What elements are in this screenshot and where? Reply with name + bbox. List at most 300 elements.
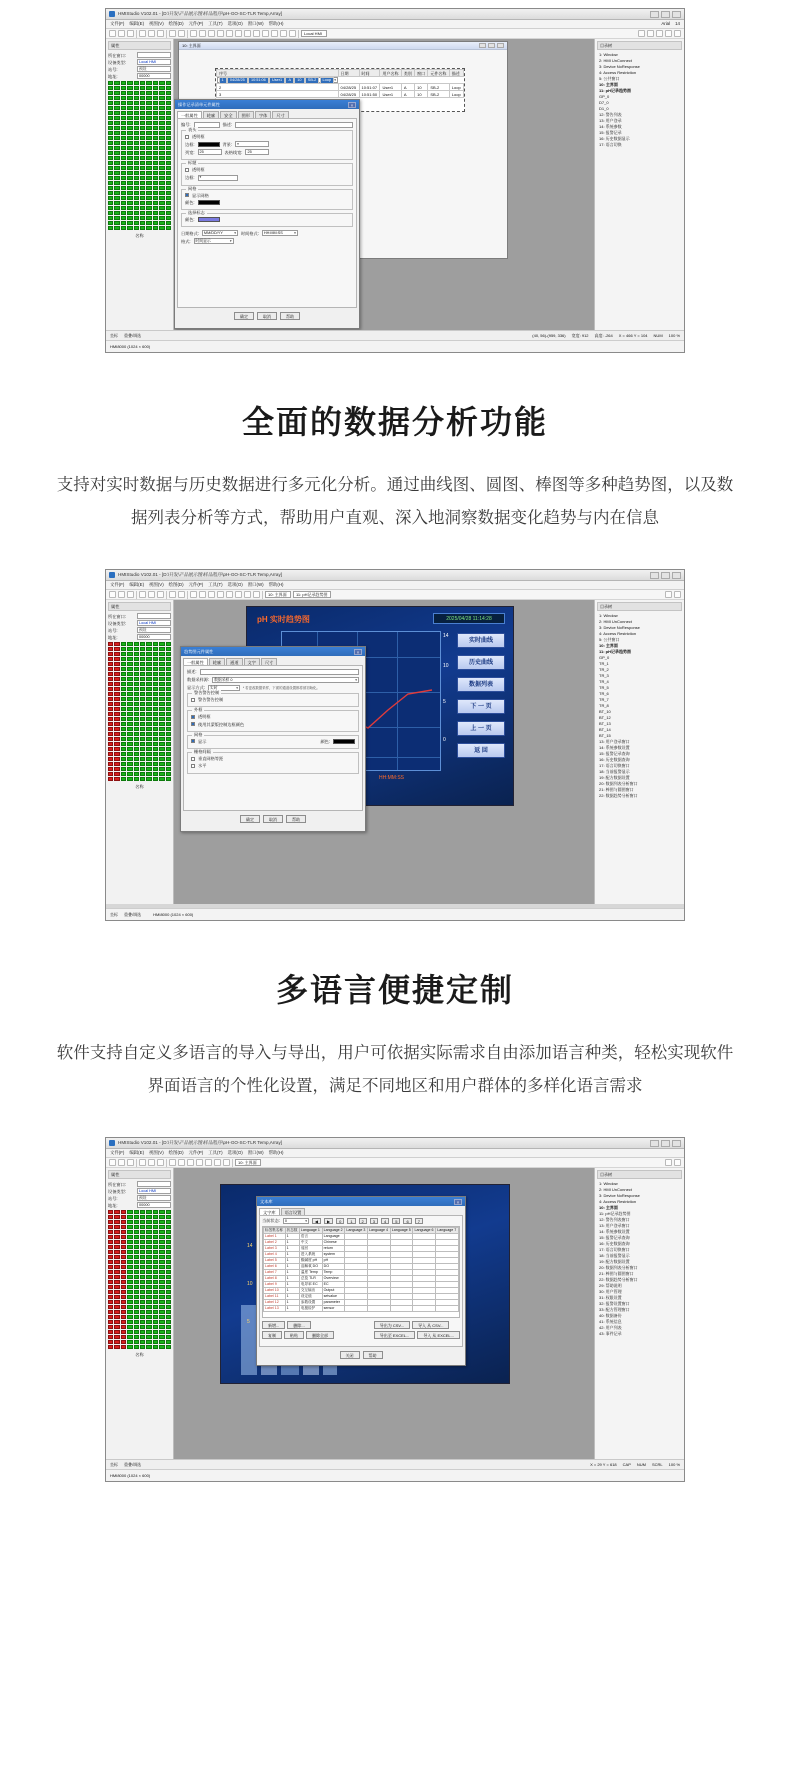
property-value[interactable]: Local HMI xyxy=(137,59,171,65)
operation-log-table[interactable] xyxy=(216,69,464,98)
tree-item[interactable]: 5: 公共窗口 xyxy=(599,637,620,642)
title-border-select[interactable] xyxy=(198,175,238,181)
zoom-in-icon[interactable] xyxy=(665,591,672,598)
time-format-select[interactable]: HH:MM:SS ▾ xyxy=(262,230,298,236)
tree-item[interactable]: BT_10 xyxy=(599,709,611,714)
project-tree-panel[interactable] xyxy=(594,39,684,336)
tree-item[interactable]: GP_0 xyxy=(599,655,610,660)
delete-button[interactable]: 删除... xyxy=(287,1321,310,1329)
tree-item[interactable]: TR_5 xyxy=(599,685,609,690)
tree-item[interactable]: TR_1 xyxy=(599,661,609,666)
state-select[interactable]: 0 ▾ xyxy=(283,1218,309,1224)
dialog-buttons[interactable] xyxy=(175,310,359,323)
table-row[interactable] xyxy=(217,77,339,83)
trend-icon[interactable] xyxy=(214,1159,221,1166)
save-icon[interactable] xyxy=(127,1159,134,1166)
tree-item[interactable]: 5: 公共窗口 xyxy=(599,76,620,81)
redo-icon[interactable] xyxy=(178,30,185,37)
show-grid-checkbox[interactable] xyxy=(185,193,189,197)
window-controls[interactable] xyxy=(650,1140,681,1147)
tab-outline[interactable]: 轮廓 xyxy=(209,658,225,665)
help-button[interactable]: 帮助 xyxy=(363,1351,383,1359)
horizontal-grid-checkbox[interactable] xyxy=(191,764,195,768)
undo-icon[interactable] xyxy=(169,30,176,37)
tree-item[interactable]: TR_4 xyxy=(599,679,609,684)
open-icon[interactable] xyxy=(118,591,125,598)
table-row[interactable] xyxy=(264,1306,459,1312)
address-led-grid[interactable] xyxy=(108,1210,171,1349)
tree-item[interactable]: D1_0 xyxy=(599,106,609,111)
zoom-in-icon[interactable] xyxy=(665,1159,672,1166)
tree-item[interactable]: 10: 主界面 xyxy=(599,82,618,87)
tree-item[interactable]: 11: pH记录趋势图 xyxy=(599,88,632,93)
tab-language-settings[interactable]: 语言设置 xyxy=(281,1208,306,1215)
tree-item[interactable]: 10: 主界面 xyxy=(599,1205,618,1210)
device-combo[interactable]: Local HMI xyxy=(301,30,327,37)
menu-tools[interactable]: 工具(T) xyxy=(208,582,223,588)
copy-icon[interactable] xyxy=(148,30,155,37)
property-value[interactable]: 预设 xyxy=(137,66,171,72)
tree-item[interactable]: 31: 权限设置 xyxy=(599,1295,622,1300)
tree-item[interactable]: 16: 历史数据显示 xyxy=(599,136,630,141)
font-combo[interactable]: Arial xyxy=(661,21,671,27)
bar-icon[interactable] xyxy=(253,591,260,598)
ellipse-icon[interactable] xyxy=(178,1159,185,1166)
project-tree-list[interactable] xyxy=(597,52,682,148)
show-grid-row[interactable] xyxy=(185,193,349,198)
part-properties-dialog[interactable] xyxy=(174,99,360,329)
tree-item[interactable]: 16: 历史数据查询 xyxy=(599,757,630,762)
title-transparent-checkbox[interactable] xyxy=(185,168,189,172)
zoom-in-icon[interactable] xyxy=(665,30,672,37)
tree-item[interactable]: 21: 棒图与圆图窗口 xyxy=(599,787,634,792)
align-center-icon[interactable] xyxy=(647,30,654,37)
trend-icon[interactable] xyxy=(253,30,260,37)
grid-width-input[interactable]: 25 xyxy=(245,149,269,155)
tree-item[interactable]: 3: Device NoResponse xyxy=(599,1193,640,1198)
col-width-input[interactable]: 25 xyxy=(198,149,222,155)
tree-item[interactable]: 4: Access Restriction xyxy=(599,70,637,75)
menu-bar[interactable] xyxy=(106,20,684,29)
text-icon[interactable] xyxy=(217,30,224,37)
hmi-button-data-list[interactable]: 数据列表 xyxy=(457,677,505,692)
tree-item[interactable]: 11: pH记录趋势图 xyxy=(599,649,632,654)
menu-options[interactable]: 选项(O) xyxy=(227,21,243,27)
line-icon[interactable] xyxy=(190,30,197,37)
tree-item[interactable]: 19: 配方数据设置 xyxy=(599,1259,630,1264)
outline-transparent-checkbox[interactable] xyxy=(191,715,195,719)
language-table-container[interactable] xyxy=(262,1226,460,1318)
editor-canvas[interactable] xyxy=(174,1168,594,1465)
hmi-button-return[interactable]: 返 回 xyxy=(457,743,505,758)
ellipse-icon[interactable] xyxy=(208,30,215,37)
drawing-toolbar[interactable] xyxy=(106,1158,684,1168)
menu-tools[interactable]: 工具(T) xyxy=(208,21,223,27)
dialog-tabs[interactable] xyxy=(175,109,359,118)
tab-general[interactable]: 一般属性 xyxy=(177,111,202,118)
tab-font[interactable]: 字体 xyxy=(255,111,271,118)
tab-outline[interactable]: 轮廓 xyxy=(203,111,219,118)
align-left-icon[interactable] xyxy=(638,30,645,37)
project-tree-panel[interactable] xyxy=(594,600,684,904)
tab-text-library[interactable]: 文字库 xyxy=(259,1208,280,1215)
cancel-button[interactable]: 取消 xyxy=(257,312,277,320)
export-csv-button[interactable]: 导出为 CSV... xyxy=(374,1321,410,1329)
menu-part[interactable]: 元件(P) xyxy=(188,21,204,27)
tree-item[interactable]: GP_0 xyxy=(599,94,610,99)
tab-channel[interactable]: 通道 xyxy=(226,658,242,665)
tree-item[interactable]: 29: 帮助说明 xyxy=(599,1283,622,1288)
menu-help[interactable]: 帮助(H) xyxy=(268,21,284,27)
tree-item[interactable]: 15: 报警记录 xyxy=(599,130,622,135)
save-icon[interactable] xyxy=(127,30,134,37)
address-led-grid[interactable] xyxy=(108,81,171,230)
menu-help[interactable]: 帮助(H) xyxy=(268,582,284,588)
tree-item[interactable]: 17: 语言切换 xyxy=(599,142,622,147)
close-button[interactable]: 关闭 xyxy=(340,1351,360,1359)
menu-part[interactable]: 元件(P) xyxy=(188,1150,204,1156)
hmi-button-history-curve[interactable]: 历史曲线 xyxy=(457,655,505,670)
tree-item[interactable]: 4: Access Restriction xyxy=(599,1199,637,1204)
state-nav-row[interactable] xyxy=(262,1218,460,1224)
zoom-out-icon[interactable] xyxy=(674,30,681,37)
property-value[interactable] xyxy=(137,52,171,58)
tab-shape[interactable]: 图形 xyxy=(238,111,254,118)
selection-color-swatch[interactable] xyxy=(198,217,220,222)
desc-input[interactable] xyxy=(200,669,359,675)
tree-item[interactable]: 13: 用户登录窗口 xyxy=(599,1223,630,1228)
copy-button[interactable]: 复制 xyxy=(262,1331,282,1339)
tree-item[interactable]: BT_13 xyxy=(599,721,611,726)
help-button[interactable]: 帮助 xyxy=(286,815,306,823)
cancel-button[interactable]: 取消 xyxy=(263,815,283,823)
bit-lamp-icon[interactable] xyxy=(226,30,233,37)
next-state-button[interactable]: ▶ xyxy=(324,1218,333,1224)
project-tree-list[interactable] xyxy=(597,613,682,799)
text-library-dialog[interactable] xyxy=(256,1196,466,1366)
zoom-out-icon[interactable] xyxy=(674,1159,681,1166)
state-7-button[interactable]: 7 xyxy=(415,1218,423,1224)
dialog-buttons[interactable] xyxy=(181,813,365,826)
tree-item[interactable]: TR_2 xyxy=(599,667,609,672)
delete-all-button[interactable]: 删除全部 xyxy=(306,1331,334,1339)
tree-item[interactable]: TR_6 xyxy=(599,691,609,696)
project-tree-list[interactable] xyxy=(597,1181,682,1337)
menu-view[interactable]: 视图(V) xyxy=(149,21,164,27)
status-zoom[interactable]: 100 % xyxy=(668,333,680,338)
tree-item[interactable]: 33: 配方管理窗口 xyxy=(599,1307,630,1312)
dialog-tabs[interactable] xyxy=(257,1206,465,1215)
transparent-row[interactable] xyxy=(185,134,349,139)
tree-item[interactable]: BT_15 xyxy=(599,733,611,738)
tree-item[interactable]: 20: 数据列表分析窗口 xyxy=(599,781,638,786)
text-icon[interactable] xyxy=(217,591,224,598)
tree-item[interactable]: 18: 当前报警显示 xyxy=(599,1253,630,1258)
menu-file[interactable]: 文件(F) xyxy=(110,21,125,27)
outline-mask-checkbox[interactable] xyxy=(191,722,195,726)
paste-button[interactable]: 粘贴 xyxy=(284,1331,304,1339)
menu-view[interactable]: 视图(V) xyxy=(149,582,164,588)
menu-file[interactable]: 文件(F) xyxy=(110,582,125,588)
ok-button[interactable]: 确定 xyxy=(240,815,260,823)
property-value[interactable]: 00000 xyxy=(137,1202,171,1208)
tree-item[interactable]: 14: 系统参数 xyxy=(599,124,622,129)
rect-icon[interactable] xyxy=(190,591,197,598)
rect-icon[interactable] xyxy=(199,30,206,37)
recipe-icon[interactable] xyxy=(271,30,278,37)
menu-help[interactable]: 帮助(H) xyxy=(268,1150,284,1156)
hmi-button-next-page[interactable]: 下 一 页 xyxy=(457,699,505,714)
undo-icon[interactable] xyxy=(169,591,176,598)
menu-edit[interactable]: 编辑(E) xyxy=(129,21,145,27)
status-zoom[interactable]: 100 % xyxy=(668,1462,680,1467)
menu-edit[interactable]: 编辑(E) xyxy=(129,1150,145,1156)
tree-item[interactable]: 1: Window xyxy=(599,1181,618,1186)
prev-state-button[interactable]: ◀ xyxy=(312,1218,321,1224)
cell-type: A xyxy=(285,77,294,84)
save-icon[interactable] xyxy=(127,591,134,598)
drawing-toolbar[interactable] xyxy=(106,29,684,39)
menu-edit[interactable]: 编辑(E) xyxy=(129,582,145,588)
tree-item[interactable]: 40: 数据备份 xyxy=(599,1313,622,1318)
grid-color-swatch[interactable] xyxy=(198,200,220,205)
vertical-grid-checkbox[interactable] xyxy=(191,757,195,761)
drawing-toolbar[interactable] xyxy=(106,590,684,600)
alarm-control-checkbox[interactable] xyxy=(191,698,195,702)
add-button[interactable]: 新增... xyxy=(262,1321,285,1329)
help-button[interactable]: 帮助 xyxy=(280,312,300,320)
meter-icon[interactable] xyxy=(244,591,251,598)
tree-item[interactable]: 14: 系统参数设置 xyxy=(599,1229,630,1234)
menu-file[interactable]: 文件(F) xyxy=(110,1150,125,1156)
close-icon[interactable]: × xyxy=(354,649,362,655)
ok-button[interactable]: 确定 xyxy=(234,312,254,320)
menu-options[interactable]: 选项(O) xyxy=(227,1150,243,1156)
export-excel-button[interactable]: 导出至 EXCEL... xyxy=(374,1331,416,1339)
redo-icon[interactable] xyxy=(178,591,185,598)
dialog-tabs[interactable] xyxy=(181,656,365,665)
paste-icon[interactable] xyxy=(157,30,164,37)
tab-security[interactable]: 安全 xyxy=(220,111,236,118)
close-icon[interactable]: × xyxy=(454,1199,462,1205)
tab-size[interactable]: 尺寸 xyxy=(272,111,288,118)
sampling-source-select[interactable]: 数据采样 0 ▾ xyxy=(212,677,359,683)
tree-item[interactable]: BT_14 xyxy=(599,727,611,732)
hmi-button-prev-page[interactable]: 上 一 页 xyxy=(457,721,505,736)
outline-mask-row[interactable] xyxy=(191,722,355,727)
table-row[interactable] xyxy=(217,91,464,98)
property-value[interactable] xyxy=(137,613,171,619)
polygon-icon[interactable] xyxy=(208,591,215,598)
state-5-button[interactable]: 5 xyxy=(392,1218,400,1224)
tree-item[interactable]: 10: 主界面 xyxy=(599,643,618,648)
property-value[interactable]: 00000 xyxy=(137,634,171,640)
tree-item[interactable]: TR_3 xyxy=(599,673,609,678)
editor-canvas[interactable] xyxy=(174,600,594,904)
alarm-icon[interactable] xyxy=(223,1159,230,1166)
state-4-button[interactable]: 4 xyxy=(381,1218,389,1224)
tree-item[interactable]: 1: Window xyxy=(599,52,618,57)
dialog-buttons[interactable] xyxy=(257,1349,465,1362)
state-2-button[interactable]: 2 xyxy=(359,1218,367,1224)
tab-main-screen[interactable]: 10: 主界面 xyxy=(265,591,291,598)
property-value[interactable]: 预设 xyxy=(137,1195,171,1201)
menu-part[interactable]: 元件(P) xyxy=(188,582,204,588)
tree-item[interactable]: 2: HMI UnConnect xyxy=(599,58,632,63)
alarm-icon[interactable] xyxy=(235,591,242,598)
trend-icon[interactable] xyxy=(226,591,233,598)
tab-ph-trend[interactable]: 11: pH记录趋势图 xyxy=(293,591,331,598)
tab-text[interactable]: 文字 xyxy=(244,658,260,665)
property-value[interactable]: Local HMI xyxy=(137,620,171,626)
tree-item[interactable]: 12: 警告列表窗口 xyxy=(599,1217,630,1222)
tree-item[interactable]: 17: 语言切换窗口 xyxy=(599,1247,630,1252)
align-right-icon[interactable] xyxy=(656,30,663,37)
open-icon[interactable] xyxy=(118,1159,125,1166)
import-excel-button[interactable]: 导入 从 EXCEL... xyxy=(417,1331,460,1339)
tree-item[interactable]: 13: 用户登录 xyxy=(599,118,622,123)
menu-window[interactable]: 窗口(W) xyxy=(247,1150,264,1156)
tree-item[interactable]: 16: 历史数据查询 xyxy=(599,1241,630,1246)
meter-icon[interactable] xyxy=(280,30,287,37)
language-table[interactable] xyxy=(263,1227,459,1312)
tree-item[interactable]: 18: 当前报警显示 xyxy=(599,769,630,774)
tree-item[interactable]: 13: 用户登录窗口 xyxy=(599,739,630,744)
tree-item[interactable]: 22: 数据趋势分析窗口 xyxy=(599,793,638,798)
menu-tools[interactable]: 工具(T) xyxy=(208,1150,223,1156)
tree-item[interactable]: 43: 事件记录 xyxy=(599,1331,622,1336)
tree-item[interactable]: 15: 报警记录查询 xyxy=(599,751,630,756)
address-led-grid[interactable] xyxy=(108,642,171,781)
date-format-select[interactable]: MM/DD/YY ▾ xyxy=(202,230,238,236)
menu-draw[interactable]: 绘图(D) xyxy=(168,1150,184,1156)
property-value[interactable]: 00000 xyxy=(137,73,171,79)
paste-icon[interactable] xyxy=(157,591,164,598)
tree-item[interactable]: 14: 系统参数设置 xyxy=(599,745,630,750)
property-value[interactable] xyxy=(137,1181,171,1187)
font-size-combo[interactable]: 14 xyxy=(675,21,680,27)
tree-item[interactable]: 2: HMI UnConnect xyxy=(599,619,632,624)
menu-view[interactable]: 视图(V) xyxy=(149,1150,164,1156)
tree-item[interactable]: 3: Device NoResponse xyxy=(599,625,640,630)
tab-main-screen[interactable]: 10: 主界面 xyxy=(235,1159,261,1166)
text-icon[interactable] xyxy=(187,1159,194,1166)
tree-item[interactable]: 22: 数据趋势分析窗口 xyxy=(599,1277,638,1282)
cut-icon[interactable] xyxy=(139,1159,146,1166)
alarm-control-row[interactable] xyxy=(191,697,355,702)
tree-item[interactable]: 42: 用户列表 xyxy=(599,1325,622,1330)
new-icon[interactable] xyxy=(109,30,116,37)
display-mode-select[interactable]: 实时 ▾ xyxy=(208,685,240,691)
border-color-swatch[interactable] xyxy=(198,142,220,147)
cut-icon[interactable] xyxy=(139,591,146,598)
alarm-icon[interactable] xyxy=(262,30,269,37)
property-value[interactable]: 预设 xyxy=(137,627,171,633)
tree-item[interactable]: 20: 数据列表分析窗口 xyxy=(599,1265,638,1270)
text-library-icon[interactable] xyxy=(196,1159,203,1166)
desc-input[interactable] xyxy=(235,122,353,128)
tree-item[interactable]: 32: 报警设置窗口 xyxy=(599,1301,630,1306)
outline-transparent-row[interactable] xyxy=(191,714,355,719)
window-controls[interactable] xyxy=(650,572,681,579)
title-transparent-row[interactable] xyxy=(185,167,349,172)
rect-icon[interactable] xyxy=(169,1159,176,1166)
table-row[interactable] xyxy=(217,84,464,91)
grid-show-checkbox[interactable] xyxy=(191,739,195,743)
tree-item[interactable]: BT_12 xyxy=(599,715,611,720)
menu-draw[interactable]: 绘图(D) xyxy=(168,582,184,588)
tree-item[interactable]: TR_7 xyxy=(599,697,609,702)
language-icon[interactable] xyxy=(205,1159,212,1166)
bar-icon[interactable] xyxy=(289,30,296,37)
menu-window[interactable]: 窗口(W) xyxy=(247,582,264,588)
tree-item[interactable]: 15: 报警记录查询 xyxy=(599,1235,630,1240)
copy-icon[interactable] xyxy=(148,591,155,598)
new-icon[interactable] xyxy=(109,1159,116,1166)
tree-item[interactable]: 1: Window xyxy=(599,613,618,618)
menu-window[interactable]: 窗口(W) xyxy=(247,21,264,27)
tree-item[interactable]: 4: Access Restriction xyxy=(599,631,637,636)
display-format-select[interactable]: 时间显示 ▾ xyxy=(194,238,234,244)
cut-icon[interactable] xyxy=(139,30,146,37)
copy-icon[interactable] xyxy=(148,1159,155,1166)
grid-color-swatch[interactable] xyxy=(333,739,355,744)
open-icon[interactable] xyxy=(118,30,125,37)
tree-item[interactable]: 19: 配方数据设置 xyxy=(599,775,630,780)
tree-item[interactable]: 12: 警告列表 xyxy=(599,112,622,117)
state-6-button[interactable]: 6 xyxy=(403,1218,411,1224)
new-icon[interactable] xyxy=(109,591,116,598)
toggle-switch-icon[interactable] xyxy=(235,30,242,37)
vertical-grid-row[interactable] xyxy=(191,756,355,761)
tree-item[interactable]: TR_8 xyxy=(599,703,609,708)
tree-item[interactable]: 3: Device NoResponse xyxy=(599,64,640,69)
project-tree-panel[interactable] xyxy=(594,1168,684,1465)
background-select[interactable] xyxy=(235,141,269,147)
zoom-out-icon[interactable] xyxy=(674,591,681,598)
menu-draw[interactable]: 绘图(D) xyxy=(168,21,184,27)
menu-options[interactable]: 选项(O) xyxy=(227,582,243,588)
editor-canvas[interactable] xyxy=(174,39,594,336)
tree-item[interactable]: 2: HMI UnConnect xyxy=(599,1187,632,1192)
ellipse-icon[interactable] xyxy=(199,591,206,598)
tab-size[interactable]: 尺寸 xyxy=(261,658,277,665)
state-1-button[interactable]: 1 xyxy=(347,1218,355,1224)
window-controls[interactable] xyxy=(650,11,681,18)
import-csv-button[interactable]: 导入 从 CSV... xyxy=(412,1321,449,1329)
tree-item[interactable]: D7_0 xyxy=(599,100,609,105)
tree-item[interactable]: 21: 棒图与圆图窗口 xyxy=(599,1271,634,1276)
tree-item[interactable]: 41: 系统信息 xyxy=(599,1319,622,1324)
tree-item[interactable]: 30: 用户管理 xyxy=(599,1289,622,1294)
menu-bar[interactable] xyxy=(106,1149,684,1158)
numeric-icon[interactable] xyxy=(244,30,251,37)
hmi-button-realtime-curve[interactable]: 实时曲线 xyxy=(457,633,505,648)
menu-bar[interactable] xyxy=(106,581,684,590)
trend-properties-dialog[interactable] xyxy=(180,646,366,832)
tab-general[interactable]: 一般属性 xyxy=(183,658,208,665)
state-0-button[interactable]: 0 xyxy=(336,1218,344,1224)
close-icon[interactable]: × xyxy=(348,102,356,108)
tree-item[interactable]: 11: pH记录趋势图 xyxy=(599,1211,631,1216)
paste-icon[interactable] xyxy=(157,1159,164,1166)
tree-item[interactable]: 17: 语言切换窗口 xyxy=(599,763,630,768)
grid-show-row[interactable] xyxy=(191,739,355,744)
property-value[interactable]: Local HMI xyxy=(137,1188,171,1194)
horizontal-grid-row[interactable] xyxy=(191,763,355,768)
transparent-checkbox[interactable] xyxy=(185,135,189,139)
state-3-button[interactable]: 3 xyxy=(370,1218,378,1224)
